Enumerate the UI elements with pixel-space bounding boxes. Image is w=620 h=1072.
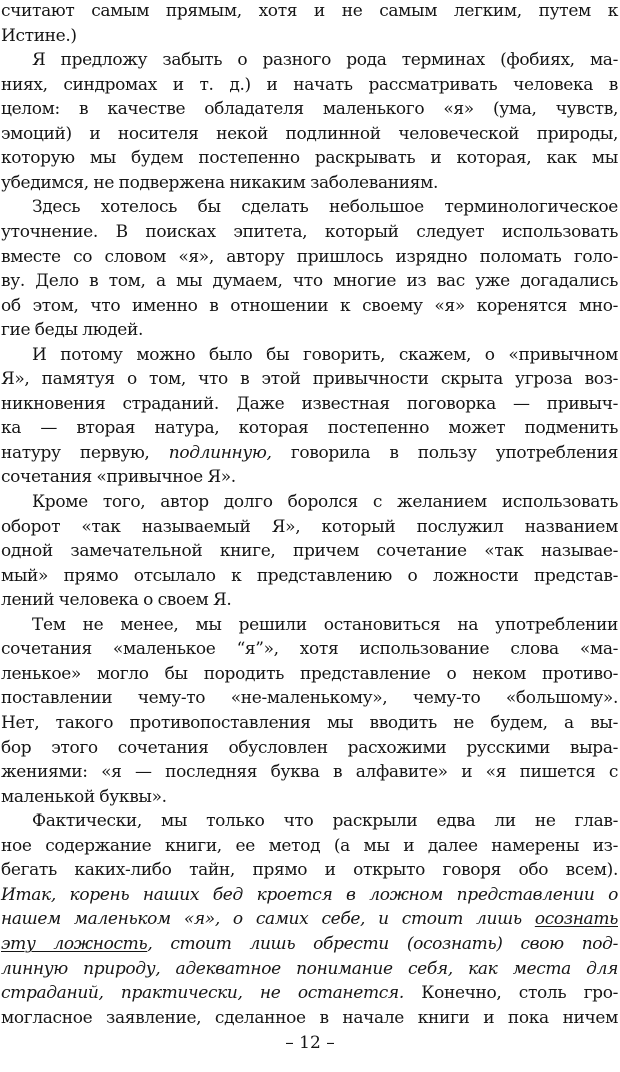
text-line: маленькой буквы». (1, 786, 167, 807)
text-line: об этом, что именно в отношении к своему «я» коренятся мно- (1, 295, 618, 316)
text-line: Тем не менее, мы решили остановиться на употреблении (32, 614, 618, 635)
italic-span: страданий, практически, не останется. (1, 983, 404, 1003)
italic-span: подлинную, (168, 442, 272, 463)
text-line: одной замечательной книге, причем сочетание «так называе- (1, 541, 618, 562)
text-line: поставлении чему-то «не-маленькому», чему-то «большому». (1, 688, 618, 709)
text-line: никновения страданий. Даже известная поговорка — привыч- (1, 393, 618, 414)
text-line: И потому можно было бы говорить, скажем, о «привычном (32, 344, 618, 365)
text-line (1, 956, 618, 982)
text-line: уточнение. В поисках эпитета, который следует использовать (1, 222, 618, 242)
text-line: ниях, синдромах и т. д.) и начать рассматривать человека в (1, 74, 618, 95)
underlined-span: эту ложность (1, 933, 148, 954)
text-line: лений человека о своем Я. (1, 590, 232, 611)
text-line: убедимся, не подвержена никаким заболеваниям. (1, 172, 438, 193)
text-line: Итак, корень наших бед кроется в ложном представлении о (1, 884, 618, 905)
text-line: оборот «так называемый Я», который послужил названием (1, 516, 618, 537)
text-line: Я предложу забыть о разного рода терминах (фобиях, ма- (32, 50, 618, 71)
text-line: ленькое» могло бы породить представление о неком противо- (1, 663, 618, 684)
text-line (1, 1005, 618, 1031)
text-line: Я», памятуя о том, что в этой привычности скрыта угроза воз- (1, 369, 618, 390)
text-line: сочетания «привычное Я». (1, 467, 236, 488)
italic-span: , стоит лишь обрести (осознать) свою под- (147, 933, 618, 954)
text-line (1, 906, 618, 932)
text-span: могласное заявление, сделанное в начале книги и пока ничем (1, 1007, 618, 1028)
text-line: Кроме того, автор долго боролся с желанием использовать (32, 492, 618, 512)
text-span: говорила в пользу употребления (290, 442, 618, 463)
text-line: Нет, такого противопоставления мы вводить не будем, а вы- (1, 713, 618, 733)
text-line: считают самым прямым, хотя и не самым легким, путем к (1, 1, 618, 21)
text-line: ву. Дело в том, а мы думаем, что многие из вас уже догадались (1, 271, 618, 292)
text-line: сочетания «маленькое “я”», хотя использование слова «ма- (1, 639, 618, 660)
text-line: вместе со словом «я», автору пришлось изрядно поломать голо- (1, 246, 618, 267)
text-line: жениями: «я — последняя буква в алфавите» и «я пишется с (1, 762, 618, 783)
text-span: Конечно, столь гро- (421, 983, 618, 1003)
italic-span: нашем маленьком «я», о самих себе, и стоит лишь (1, 909, 522, 930)
text-line (1, 931, 618, 957)
text-line (1, 980, 618, 1006)
underlined-span: осознать (534, 909, 618, 930)
text-line: бор этого сочетания обусловлен расхожими русскими выра- (1, 737, 618, 758)
text-line: эмоций) и носителя некой подлинной человеческой природы, (1, 123, 618, 144)
text-line: бегать каких-либо тайн, прямо и открыто говоря обо всем). (1, 860, 618, 881)
text-line: которую мы будем постепенно раскрывать и которая, как мы (1, 148, 618, 169)
page-number: – 12 – (285, 1033, 335, 1053)
text-line: гие беды людей. (1, 320, 144, 341)
text-line: мый» прямо отсылало к представлению о ложности представ- (1, 565, 618, 586)
text-line: Истине.) (1, 25, 77, 46)
text-line: Здесь хотелось бы сделать небольшое терминологическое (32, 197, 618, 218)
text-line (1, 440, 618, 466)
text-line: ное содержание книги, ее метод (а мы и далее намерены из- (1, 835, 618, 856)
text-span: натуру первую, (1, 442, 150, 463)
text-line: ка — вторая натура, которая постепенно может подменить (1, 418, 618, 439)
text-line: Фактически, мы только что раскрыли едва ли не глав- (32, 811, 618, 832)
text-line: целом: в качестве обладателя маленького «я» (ума, чувств, (1, 99, 618, 120)
italic-span: линную природу, адекватное понимание себя, как места для (1, 958, 618, 979)
